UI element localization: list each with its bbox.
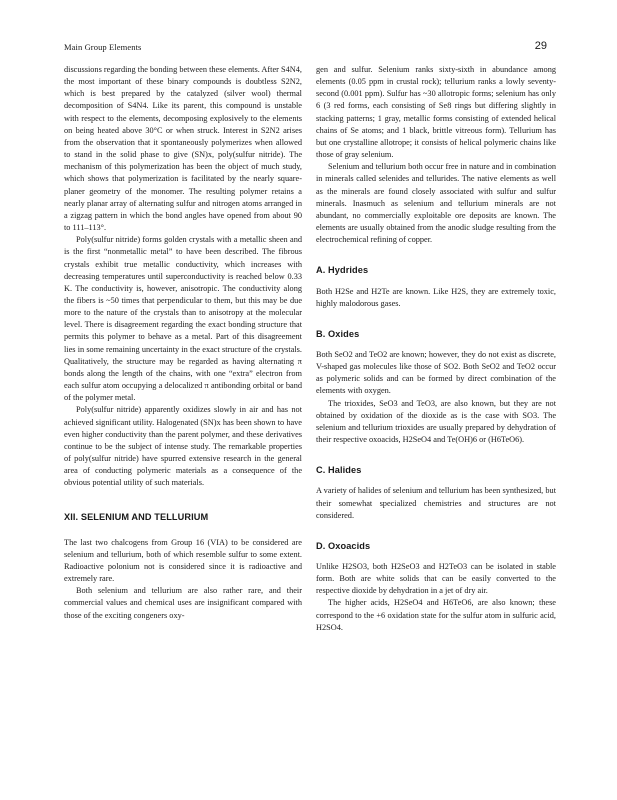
paragraph: Both selenium and tellurium are also rather rare, and their commercial values and chemical uses are insignificant compared with those of the exciting congeners oxy- bbox=[64, 586, 302, 620]
page-number: 29 bbox=[534, 40, 547, 52]
paragraph: The last two chalcogens from Group 16 (VIA) to be considered are selenium and tellurium, both of which resemble sulfur to some extent. Radioactive polonium not is considered since it is radioactive and extremely rare. bbox=[64, 537, 302, 584]
paragraph: The higher acids, H2SeO4 and H6TeO6, are also known; these correspond to the +6 oxidation state for the sulfur atom in sulfuric acid, H2SO4. bbox=[316, 598, 556, 632]
running-title: Main Group Elements bbox=[64, 42, 142, 52]
paragraph: Both H2Se and H2Te are known. Like H2S, they are extremely toxic, highly malodorous gases. bbox=[316, 286, 556, 308]
paragraph: Poly(sulfur nitride) apparently oxidizes slowly in air and has not achieved significant utility. Halogenated (SN)x has been shown to have even higher conductivity than the parent polymer, and these derivatives continue to be the subject of intense study. The remarkable properties of poly(sulfur nitride) have spurred extensive research in the general area of conducting polymeric materials as a consequence of the obvious potential utility of such materials. bbox=[64, 405, 302, 488]
right-column bbox=[316, 64, 556, 634]
paragraph: gen and sulfur. Selenium ranks sixty-sixth in abundance among elements (0.05 ppm in crustal rock); tellurium ranks a lowly seventy-second (0.001 ppm). Sulfur has ~30 allotropic forms; selenium has only 6 (3 red forms, each consisting of Se8 rings but differing slightly in stacking patterns; 1 gray, metallic forms consisting of extended helical chains of Se atoms; and 1 black, brittle vitreous form). Tellurium has but one crystalline allotrope; it consists of helical polymeric chains like those of gray selenium. bbox=[316, 65, 556, 160]
paragraph: The trioxides, SeO3 and TeO3, are also known, but they are not obtained by oxidation of the dioxide as is the case with SO3. The selenium and tellurium trioxides are usually prepared by dehydration of their respective oxoacids, H2SeO4 and Te(OH)6 or (H6TeO6). bbox=[316, 398, 556, 445]
section-heading: XII. SELENIUM AND TELLURIUM bbox=[64, 512, 209, 523]
paragraph: discussions regarding the bonding between these elements. After S4N4, the most important of these binary compounds is doubtless S2N2, which is best prepared by the catalyzed (silver wool) thermal decomposition of S4N4. Like its parent, this compound is unstable with respect to the elements, decomposing explosively to the elements on being heated above 30°C or when struck. Interest in S2N2 arises from the observation that it spontaneously polymerizes when allowed to stand in the solid phase to give (SN)x, poly(sulfur nitride). The mechanism of this polymerization has been the object of much study, which shows that polymerization is facilitated by the nearly square-planer geometry of the monomer. The resulting polymer retains a nearly planar array of alternating sulfur and nitrogen atoms arranged in a zigzag pattern in which the bond angles have opened from about 90 to 111–113°. bbox=[64, 65, 302, 233]
subsection-heading-oxides: B. Oxides bbox=[316, 328, 360, 339]
subsection-heading-halides: C. Halides bbox=[316, 465, 362, 476]
paragraph: Both SeO2 and TeO2 are known; however, they do not exist as discrete, V-shaped gas molecules like those of SO2. Both SeO2 and TeO2 occur as polymeric solids and can be formed by direct combination of the elements with oxygen. bbox=[316, 349, 556, 396]
paragraph: A variety of halides of selenium and tellurium has been synthesized, but their somewhat specialized chemistries and structures are not considered. bbox=[316, 486, 556, 520]
paragraph: Poly(sulfur nitride) forms golden crystals with a metallic sheen and is the first “nonmetallic metal” to have been described. The fibrous crystals exhibit true metallic conductivity, which increases with decreasing temperatures until superconductivity is reached below 0.33 K. The conductivity is, however, anisotropic. The conductivity along the fibers is ~50 times that perpendicular to them, but this may be due more to the nature of the crystals than to anisotropy at the molecular level. There is disagreement regarding the exact bonding structure that permits this polymer to behave as a metal. Part of this disagreement lies in some remaining uncertainty in the exact structure of the crystals. Qualitatively, the structure may be regarded as having alternating π bonds along the length of the chains, with one “extra” electron from each sulfur atom occupying a delocalized π antibonding orbital or band of the polymer metal. bbox=[64, 235, 302, 403]
paragraph: Unlike H2SO3, both H2SeO3 and H2TeO3 can be isolated in stable form. Both are white solids that can be easily converted to the respective dioxide by dehydration in a jet of dry air. bbox=[316, 562, 556, 596]
subsection-heading-oxoacids: D. Oxoacids bbox=[316, 540, 371, 551]
left-column bbox=[64, 64, 302, 622]
paragraph: Selenium and tellurium both occur free in nature and in combination in minerals called selenides and tellurides. The native elements as well as the minerals are found closely associated with sulfur and sulfur minerals. Inasmuch as selenium and tellurium minerals are not abundant, no commercially exploitable ore deposits are known. The elements are usually obtained from the anodic sludge resulting from the electrochemical refining of copper. bbox=[316, 162, 556, 245]
subsection-heading-hydrides: A. Hydrides bbox=[316, 265, 369, 276]
